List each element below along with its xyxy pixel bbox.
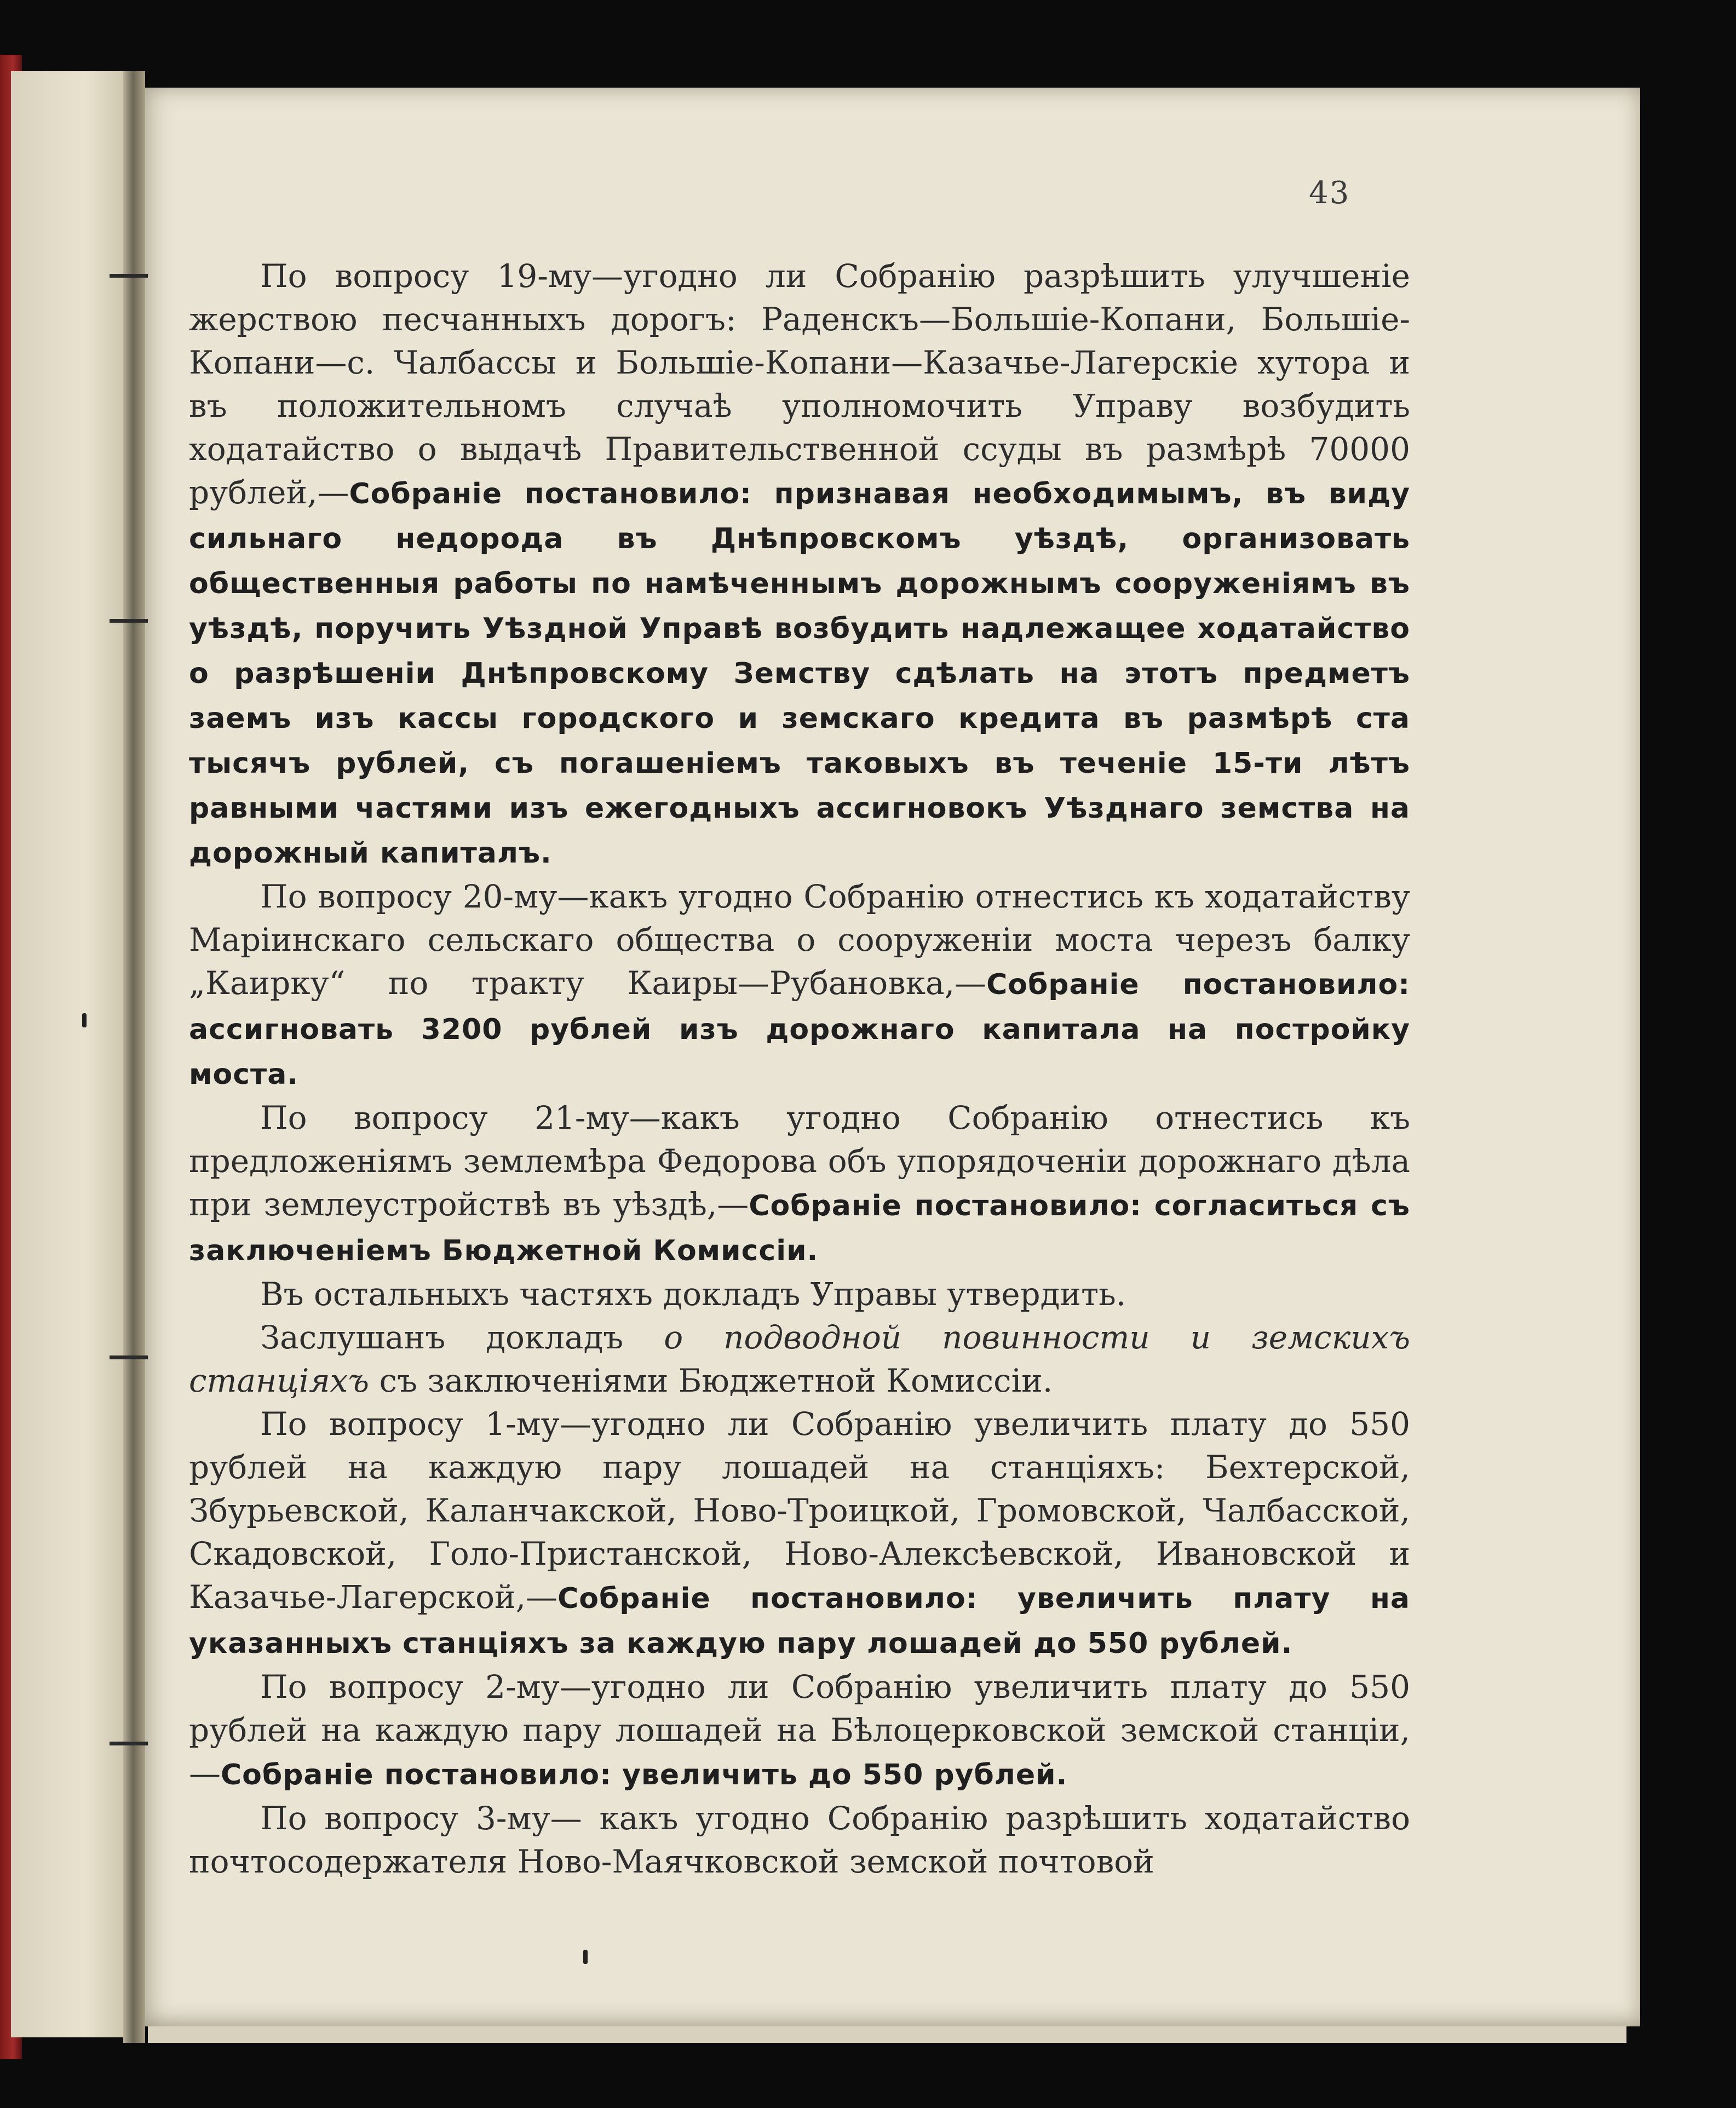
page-number: 43 <box>1309 175 1350 211</box>
paragraph <box>189 875 1410 1096</box>
paragraph-text: съ заключеніями Бюджетной Комиссіи. <box>369 1362 1053 1399</box>
binding-stitch <box>110 1355 148 1359</box>
paragraph-text: По вопросу 1-му—угодно ли Собранію увеличить плату до 550 рублей на каждую пару лошадей на станціяхъ: Бехтерской, Збурьевской, Каланчакской, Ново-Троицкой, Громовской, Чалбасской, Скадовской, Голо-Пристанской, Ново-Алексѣевской, Ивановской и Казачье-Лагерской,— <box>189 1405 1410 1616</box>
paragraph-text: По вопросу 21-му—какъ угодно Собранію отнестись къ предложеніямъ землемѣра Федорова объ упорядоченіи дорожнаго дѣла при землеустройствѣ въ уѣздѣ,— <box>189 1099 1410 1223</box>
report-title-text: о подводной повинности и земскихъ станціяхъ <box>189 1319 1410 1399</box>
resolution-text: Собраніе постановило: увеличить до 550 рублей. <box>221 1759 1068 1791</box>
paragraph <box>189 1665 1410 1797</box>
paragraph-text: По вопросу 2-му—угодно ли Собранію увеличить плату до 550 рублей на каждую пару лошадей на Бѣлоцерковской земской станціи,— <box>189 1668 1410 1792</box>
paragraph-text: По вопросу 19-му—угодно ли Собранію разрѣшить улучшеніе жерствою песчанныхъ дорогъ: Раденскъ—Большіе-Копани, Большіе-Копани—с. Чалбассы и Большіе-Копани—Казачье-Лагерскіе хутора и въ положительномъ случаѣ уполномочить Управу возбудить ходатайство о выдачѣ Правительственной ссуды въ размѣрѣ 70000 рублей,— <box>189 257 1410 511</box>
paragraph <box>189 1273 1410 1316</box>
resolution-text: Собраніе постановило: признавая необходимымъ, въ виду сильнаго недорода въ Днѣпровскомъ уѣздѣ, организовать общественныя работы по намѣченнымъ дорожнымъ сооруженіямъ въ уѣздѣ, поручить Уѣздной Управѣ возбудить надлежащее ходатайство о разрѣшеніи Днѣпровскому Земству сдѣлать на этотъ предметъ заемъ изъ кассы городского и земскаго кредита въ размѣрѣ ста тысячъ рублей, съ погашеніемъ таковыхъ въ теченіе 15-ти лѣтъ равными частями изъ ежегодныхъ ассигновокъ Уѣзднаго земства на дорожный капиталъ. <box>189 478 1410 870</box>
paragraph <box>189 1316 1410 1403</box>
paragraph-text: По вопросу 20-му—какъ угодно Собранію отнестись къ ходатайству Маріинскаго сельскаго общества о сооруженіи моста черезъ балку „Каирку“ по тракту Каиры—Рубановка,— <box>189 878 1410 1002</box>
paragraph <box>189 1096 1410 1273</box>
book-gutter <box>123 71 145 2043</box>
resolution-text: Собраніе постановило: увеличить плату на указанныхъ станціяхъ за каждую пару лошадей до 550 рублей. <box>189 1582 1410 1660</box>
ink-speck <box>82 1013 87 1027</box>
paragraph-text: Заслушанъ докладъ <box>260 1319 664 1356</box>
resolution-text: Собраніе постановило: ассигновать 3200 рублей изъ дорожнаго капитала на постройку моста. <box>189 968 1411 1091</box>
page-text <box>189 255 1410 1883</box>
paragraph <box>189 1797 1410 1883</box>
paragraph-text: По вопросу 3-му— какъ угодно Собранію разрѣшить ходатайство почтосодержателя Ново-Маячковской земской почтовой <box>189 1800 1410 1880</box>
paragraph-text: Въ остальныхъ частяхъ докладъ Управы утвердить. <box>260 1276 1126 1313</box>
binding-stitch <box>110 274 148 278</box>
resolution-text: Собраніе постановило: согласиться съ заключеніемъ Бюджетной Комиссіи. <box>189 1190 1410 1267</box>
paragraph <box>189 255 1410 875</box>
binding-stitch <box>110 619 148 623</box>
ink-speck <box>583 1950 588 1964</box>
paragraph <box>189 1403 1410 1665</box>
binding-stitch <box>110 1742 148 1745</box>
